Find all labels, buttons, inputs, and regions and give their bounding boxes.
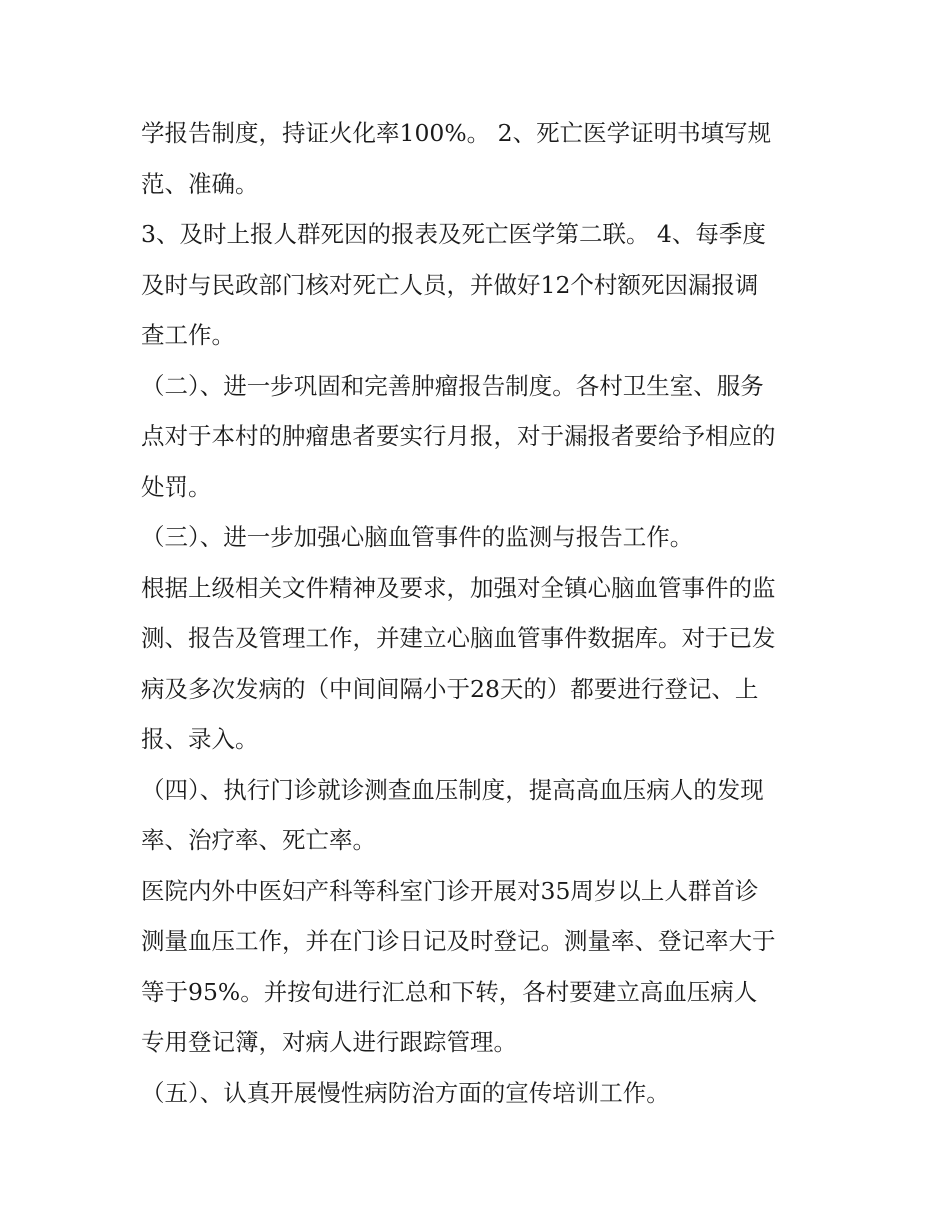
text-line: 测、报告及管理工作，并建立心脑血管事件数据库。对于已发 bbox=[141, 624, 776, 652]
text-line: （四）、执行门诊就诊测查血压制度，提高高血压病人的发现 bbox=[141, 775, 764, 804]
text-line: 报、录入。 bbox=[141, 725, 259, 753]
text-line: 点对于本村的肿瘤患者要实行月报，对于漏报者要给予相应的 bbox=[141, 422, 776, 450]
text-line: 3、及时上报人群死因的报表及死亡医学第二联。 4、每季度 bbox=[141, 220, 766, 248]
text-line: （二）、进一步巩固和完善肿瘤报告制度。各村卫生室、服务 bbox=[141, 371, 764, 400]
text-line: （三）、进一步加强心脑血管事件的监测与报告工作。 bbox=[141, 523, 694, 551]
text-line: 专用登记簿，对病人进行跟踪管理。 bbox=[141, 1028, 517, 1056]
text-line: 处罚。 bbox=[141, 472, 212, 501]
text-line: 及时与民政部门核对死亡人员，并做好12个村额死因漏报调 bbox=[141, 270, 759, 299]
text-line: 等于95%。并按旬进行汇总和下转，各村要建立高血压病人 bbox=[141, 977, 758, 1006]
text-line: 测量血压工作，并在门诊日记及时登记。测量率、登记率大于 bbox=[141, 927, 776, 955]
text-line: 查工作。 bbox=[141, 321, 235, 349]
document-body bbox=[141, 108, 821, 1118]
text-line: 学报告制度，持证火化率100%。 2、死亡医学证明书填写规 bbox=[141, 119, 772, 147]
text-line: 医院内外中医妇产科等科室门诊开展对35周岁以上人群首诊 bbox=[141, 876, 759, 905]
text-line: 范、准确。 bbox=[141, 169, 259, 198]
text-line: 病及多次发病的（中间间隔小于28天的）都要进行登记、上 bbox=[141, 674, 759, 703]
text-line: 率、治疗率、死亡率。 bbox=[141, 826, 376, 854]
text-line: 根据上级相关文件精神及要求，加强对全镇心脑血管事件的监 bbox=[141, 573, 776, 602]
text-line: （五）、认真开展慢性病防治方面的宣传培训工作。 bbox=[141, 1078, 670, 1107]
